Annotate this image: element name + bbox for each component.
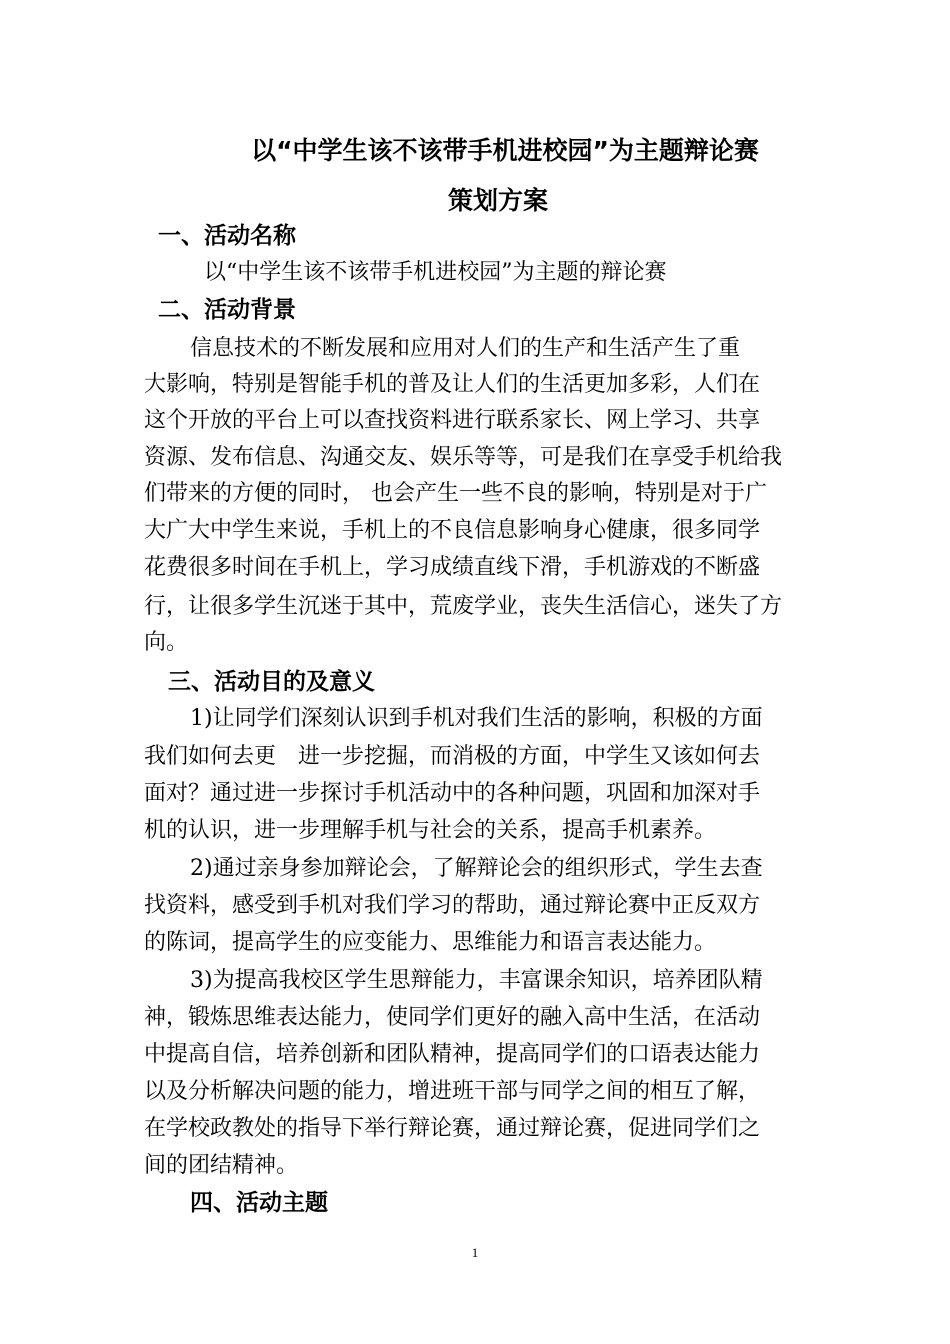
paragraph-line: 的陈词，提高学生的应变能力、思维能力和语言表达能力。 bbox=[144, 930, 717, 955]
paragraph-line: 在学校政教处的指导下举行辩论赛，通过辩论赛，促进同学们之 bbox=[144, 1116, 761, 1141]
paragraph-line: 面对？通过进一步探讨手机活动中的各种问题，巩固和加深对手 bbox=[144, 781, 761, 806]
section-heading-theme: 四、活动主题 bbox=[190, 1190, 328, 1216]
paragraph-line: 神，锻炼思维表达能力，使同学们更好的融入高中生活，在活动 bbox=[144, 1005, 761, 1030]
section-heading-purpose: 三、活动目的及意义 bbox=[168, 669, 375, 695]
paragraph-line: 1)让同学们深刻认识到手机对我们生活的影响，积极的方面 bbox=[190, 706, 763, 731]
paragraph-line: 找资料，感受到手机对我们学习的帮助，通过辩论赛中正反双方 bbox=[144, 893, 761, 918]
page-number: 1 bbox=[471, 1245, 479, 1260]
document-subtitle: 策划方案 bbox=[447, 186, 548, 215]
paragraph-line: 资源、发布信息、沟通交友、娱乐等等，可是我们在享受手机给我 bbox=[144, 445, 783, 470]
paragraph-line: 花费很多时间在手机上，学习成绩直线下滑，手机游戏的不断盛 bbox=[144, 555, 761, 580]
paragraph-line: 向。 bbox=[144, 630, 189, 655]
paragraph-line: 中提高自信，培养创新和团队精神，提高同学们的口语表达能力 bbox=[144, 1042, 761, 1067]
paragraph-line: 行，让很多学生沉迷于其中，荒废学业，丧失生活信心，迷失了方 bbox=[144, 594, 783, 619]
paragraph-line: 3)为提高我校区学生思辩能力，丰富课余知识，培养团队精 bbox=[190, 968, 763, 993]
paragraph-line: 我们如何去更 进一步挖掘，而消极的方面，中学生又该如何去 bbox=[144, 744, 761, 769]
paragraph-line: 信息技术的不断发展和应用对人们的生产和生活产生了重 bbox=[190, 336, 741, 361]
paragraph-line: 大影响，特别是智能手机的普及让人们的生活更加多彩，人们在 bbox=[144, 372, 761, 397]
paragraph-line: 们带来的方便的同时， 也会产生一些不良的影响，特别是对于广 bbox=[144, 481, 767, 506]
paragraph-line: 机的认识，进一步理解手机与社会的关系，提高手机素养。 bbox=[144, 818, 717, 843]
paragraph-line: 以及分析解决问题的能力，增进班干部与同学之间的相互了解， bbox=[144, 1079, 761, 1104]
paragraph-line: 这个开放的平台上可以查找资料进行联系家长、网上学习、共享 bbox=[144, 408, 761, 433]
paragraph-line: 间的团结精神。 bbox=[144, 1153, 299, 1178]
paragraph-line: 大广大中学生来说，手机上的不良信息影响身心健康，很多同学 bbox=[144, 518, 761, 543]
document-title: 以“中学生该不该带手机进校园”为主题辩论赛 bbox=[251, 136, 759, 165]
paragraph-line: 2)通过亲身参加辩论会，了解辩论会的组织形式，学生去查 bbox=[190, 856, 763, 881]
section-heading-activity-name: 一、活动名称 bbox=[158, 223, 296, 249]
paragraph-line: 以“中学生该不该带手机进校园”为主题的辩论赛 bbox=[204, 260, 667, 285]
section-heading-background: 二、活动背景 bbox=[158, 297, 296, 323]
